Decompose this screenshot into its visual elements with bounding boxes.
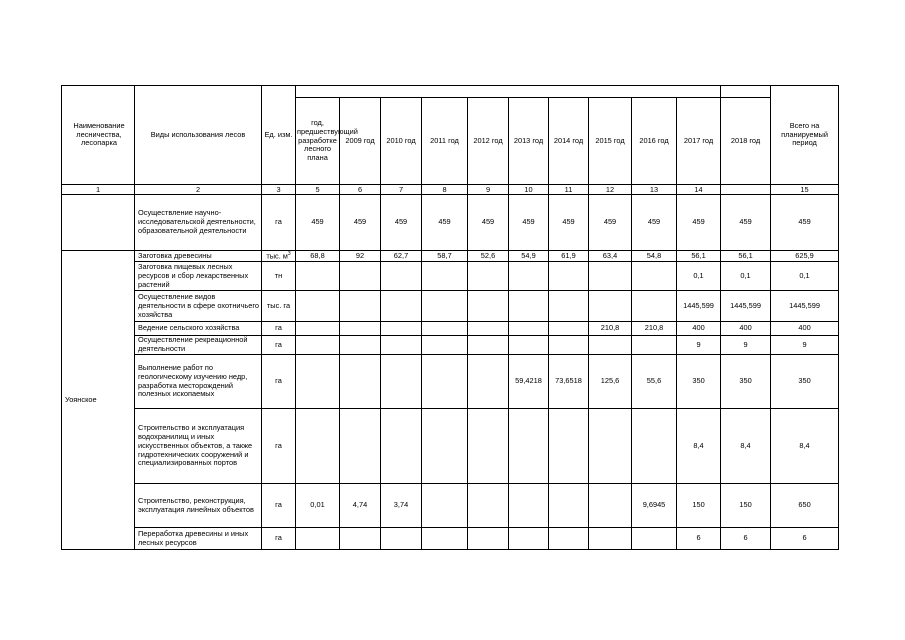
value-cell: 350 — [771, 355, 839, 409]
value-cell — [589, 528, 632, 550]
column-number: 5 — [296, 185, 340, 195]
value-cell: 0,1 — [677, 262, 721, 291]
use-type-cell: Осуществление видов деятельности в сфере охотничьего хозяйства — [135, 291, 262, 322]
value-cell — [632, 291, 677, 322]
unit-text: га — [275, 376, 282, 386]
value-cell: 459 — [589, 195, 632, 251]
unit-cell — [262, 355, 296, 409]
header-year: 2015 год — [589, 98, 632, 185]
value-cell: 210,8 — [632, 322, 677, 336]
use-type-cell: Заготовка древесины — [135, 251, 262, 262]
table-body — [62, 86, 839, 550]
value-cell: 56,1 — [721, 251, 771, 262]
table-row — [62, 195, 839, 251]
table-row — [62, 262, 839, 291]
unit-text: тыс. м — [266, 251, 288, 261]
header-year: 2016 год — [632, 98, 677, 185]
unit-superscript: 3 — [287, 251, 291, 257]
value-cell: 459 — [468, 195, 509, 251]
header-unit: Ед. изм. — [262, 86, 296, 185]
header-year: 2009 год — [340, 98, 381, 185]
column-number: 7 — [381, 185, 422, 195]
header-period-span — [296, 86, 721, 98]
unit-text: га — [275, 500, 282, 510]
value-cell: 150 — [677, 484, 721, 528]
use-type-cell: Строительство, реконструкция, эксплуатация линейных объектов — [135, 484, 262, 528]
value-cell — [509, 528, 549, 550]
unit-text: га — [275, 339, 282, 349]
value-cell — [589, 262, 632, 291]
value-cell — [422, 409, 468, 484]
column-number — [721, 185, 771, 195]
value-cell: 350 — [721, 355, 771, 409]
column-number: 1 — [62, 185, 135, 195]
use-type-cell: Переработка древесины и иных лесных ресурсов — [135, 528, 262, 550]
value-cell: 6 — [721, 528, 771, 550]
value-cell — [549, 336, 589, 355]
value-cell: 8,4 — [721, 409, 771, 484]
value-cell: 8,4 — [677, 409, 721, 484]
column-number: 15 — [771, 185, 839, 195]
value-cell: 62,7 — [381, 251, 422, 262]
value-cell: 650 — [771, 484, 839, 528]
value-cell: 59,4218 — [509, 355, 549, 409]
value-cell — [296, 355, 340, 409]
value-cell — [549, 262, 589, 291]
value-cell: 3,74 — [381, 484, 422, 528]
value-cell: 54,8 — [632, 251, 677, 262]
value-cell: 625,9 — [771, 251, 839, 262]
value-cell: 459 — [632, 195, 677, 251]
header-year: 2011 год — [422, 98, 468, 185]
value-cell — [549, 322, 589, 336]
table-row — [62, 409, 839, 484]
header-year: 2010 год — [381, 98, 422, 185]
value-cell — [381, 322, 422, 336]
value-cell: 459 — [381, 195, 422, 251]
value-cell — [632, 528, 677, 550]
value-cell: 4,74 — [340, 484, 381, 528]
use-type-cell: Выполнение работ по геологическому изучению недр, разработка месторождений полезных ископаемых — [135, 355, 262, 409]
value-cell — [468, 484, 509, 528]
unit-cell — [262, 528, 296, 550]
header-prev-year: год, предшествующий разработке лесного плана — [296, 98, 340, 185]
column-number: 11 — [549, 185, 589, 195]
value-cell — [381, 409, 422, 484]
value-cell: 9 — [721, 336, 771, 355]
unit-text: га — [275, 440, 282, 450]
value-cell — [422, 484, 468, 528]
unit-cell — [262, 336, 296, 355]
value-cell: 459 — [549, 195, 589, 251]
value-cell — [296, 291, 340, 322]
value-cell — [296, 336, 340, 355]
use-type-cell: Заготовка пищевых лесных ресурсов и сбор лекарственных растений — [135, 262, 262, 291]
value-cell — [381, 355, 422, 409]
value-cell: 1445,599 — [677, 291, 721, 322]
value-cell: 9 — [677, 336, 721, 355]
forest-cell-empty — [62, 195, 135, 251]
table-row — [62, 322, 839, 336]
value-cell — [422, 262, 468, 291]
value-cell: 459 — [677, 195, 721, 251]
value-cell — [509, 291, 549, 322]
value-cell — [340, 291, 381, 322]
value-cell — [509, 262, 549, 291]
unit-cell — [262, 251, 296, 262]
value-cell: 92 — [340, 251, 381, 262]
value-cell — [340, 322, 381, 336]
header-top-row — [62, 86, 839, 98]
table-row — [62, 484, 839, 528]
value-cell: 0,1 — [771, 262, 839, 291]
value-cell: 61,9 — [549, 251, 589, 262]
value-cell — [509, 322, 549, 336]
use-type-cell: Строительство и эксплуатация водохранилищ и иных искусственных объектов, а также гидротехнических сооружений и специализированных портов — [135, 409, 262, 484]
unit-text: тн — [274, 270, 283, 280]
value-cell — [509, 484, 549, 528]
value-cell — [296, 262, 340, 291]
header-year: 2017 год — [677, 98, 721, 185]
column-number: 12 — [589, 185, 632, 195]
value-cell — [632, 409, 677, 484]
forest-use-table — [61, 85, 839, 550]
value-cell — [549, 484, 589, 528]
value-cell — [422, 322, 468, 336]
value-cell: 459 — [296, 195, 340, 251]
header-types: Виды использования лесов — [135, 86, 262, 185]
column-number: 6 — [340, 185, 381, 195]
unit-cell — [262, 262, 296, 291]
value-cell: 55,6 — [632, 355, 677, 409]
header-year: 2013 год — [509, 98, 549, 185]
value-cell: 459 — [509, 195, 549, 251]
value-cell — [589, 336, 632, 355]
column-number: 10 — [509, 185, 549, 195]
value-cell: 9 — [771, 336, 839, 355]
value-cell: 6 — [771, 528, 839, 550]
value-cell: 150 — [721, 484, 771, 528]
value-cell: 8,4 — [771, 409, 839, 484]
value-cell — [632, 336, 677, 355]
value-cell: 210,8 — [589, 322, 632, 336]
table-row — [62, 251, 839, 262]
value-cell: 68,8 — [296, 251, 340, 262]
value-cell — [340, 528, 381, 550]
value-cell: 6 — [677, 528, 721, 550]
value-cell: 56,1 — [677, 251, 721, 262]
header-blank-cell — [721, 86, 771, 98]
unit-text: га — [275, 533, 282, 543]
value-cell: 459 — [721, 195, 771, 251]
value-cell: 52,6 — [468, 251, 509, 262]
unit-cell — [262, 291, 296, 322]
forest-name-cell: Уоянское — [62, 251, 135, 550]
use-type-cell: Осуществление рекреационной деятельности — [135, 336, 262, 355]
value-cell: 1445,599 — [721, 291, 771, 322]
value-cell — [468, 322, 509, 336]
header-total: Всего на планируемый период — [771, 86, 839, 185]
unit-cell — [262, 409, 296, 484]
value-cell — [468, 336, 509, 355]
value-cell: 459 — [771, 195, 839, 251]
column-number: 14 — [677, 185, 721, 195]
unit-cell — [262, 322, 296, 336]
column-number: 8 — [422, 185, 468, 195]
column-number: 9 — [468, 185, 509, 195]
value-cell: 54,9 — [509, 251, 549, 262]
value-cell — [509, 409, 549, 484]
value-cell — [381, 528, 422, 550]
value-cell — [296, 528, 340, 550]
value-cell: 350 — [677, 355, 721, 409]
value-cell — [589, 409, 632, 484]
value-cell — [340, 336, 381, 355]
value-cell: 459 — [340, 195, 381, 251]
column-number: 2 — [135, 185, 262, 195]
value-cell — [296, 409, 340, 484]
column-number: 13 — [632, 185, 677, 195]
value-cell: 58,7 — [422, 251, 468, 262]
value-cell — [632, 262, 677, 291]
value-cell — [340, 409, 381, 484]
use-type-cell: Осуществление научно-исследовательской деятельности, образовательной деятельности — [135, 195, 262, 251]
value-cell: 459 — [422, 195, 468, 251]
value-cell — [340, 355, 381, 409]
value-cell — [468, 291, 509, 322]
value-cell: 73,6518 — [549, 355, 589, 409]
header-year: 2012 год — [468, 98, 509, 185]
value-cell — [296, 322, 340, 336]
unit-cell — [262, 484, 296, 528]
table-row — [62, 528, 839, 550]
value-cell: 400 — [721, 322, 771, 336]
value-cell: 9,6945 — [632, 484, 677, 528]
table-row — [62, 355, 839, 409]
value-cell: 1445,599 — [771, 291, 839, 322]
value-cell — [589, 484, 632, 528]
value-cell: 0,1 — [721, 262, 771, 291]
value-cell — [340, 262, 381, 291]
header-year: 2018 год — [721, 98, 771, 185]
value-cell — [509, 336, 549, 355]
value-cell — [381, 336, 422, 355]
value-cell — [422, 291, 468, 322]
unit-text: га — [275, 323, 282, 333]
value-cell — [422, 336, 468, 355]
value-cell — [549, 409, 589, 484]
table-row — [62, 291, 839, 322]
value-cell — [589, 291, 632, 322]
column-number: 3 — [262, 185, 296, 195]
value-cell: 125,6 — [589, 355, 632, 409]
table-row — [62, 336, 839, 355]
value-cell — [468, 409, 509, 484]
value-cell: 0,01 — [296, 484, 340, 528]
unit-text: га — [275, 217, 282, 227]
unit-cell — [262, 195, 296, 251]
column-number-row — [62, 185, 839, 195]
value-cell — [422, 355, 468, 409]
value-cell — [468, 355, 509, 409]
value-cell: 63,4 — [589, 251, 632, 262]
value-cell — [549, 291, 589, 322]
value-cell: 400 — [677, 322, 721, 336]
value-cell — [549, 528, 589, 550]
use-type-cell: Ведение сельского хозяйства — [135, 322, 262, 336]
value-cell — [468, 528, 509, 550]
value-cell — [422, 528, 468, 550]
value-cell: 400 — [771, 322, 839, 336]
header-year: 2014 год — [549, 98, 589, 185]
value-cell — [468, 262, 509, 291]
unit-text: тыс. га — [266, 300, 291, 310]
value-cell — [381, 262, 422, 291]
header-forest: Наименование лесничества, лесопарка — [62, 86, 135, 185]
value-cell — [381, 291, 422, 322]
